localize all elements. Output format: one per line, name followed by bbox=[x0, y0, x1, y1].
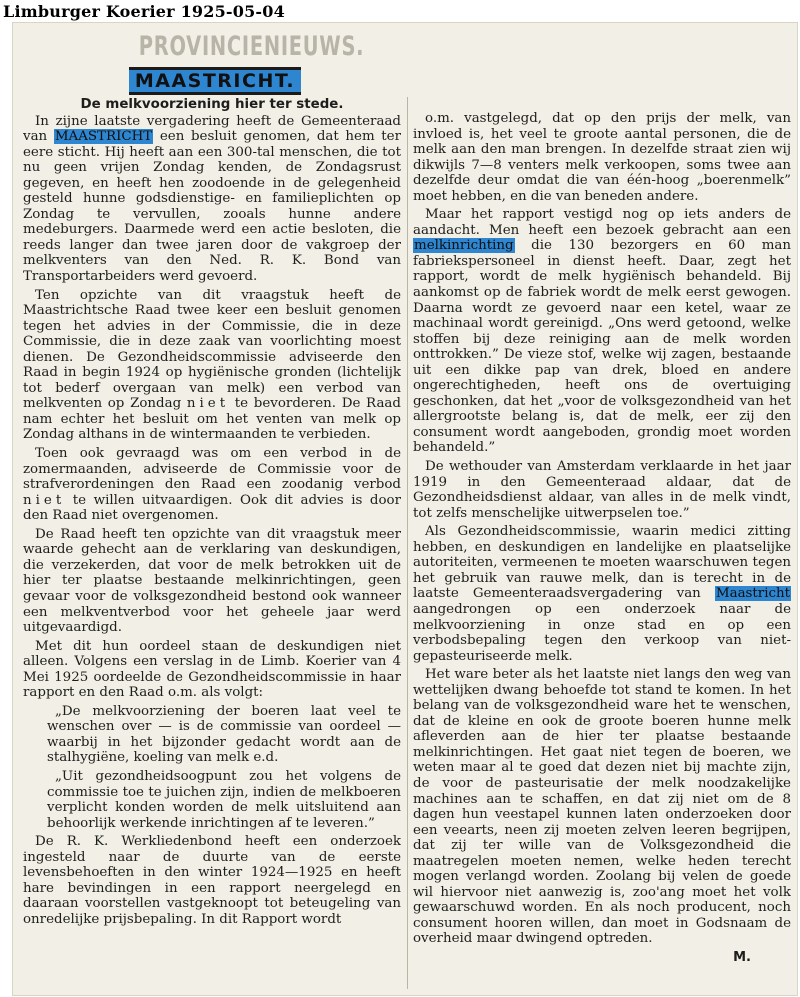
column-divider bbox=[407, 97, 408, 989]
paragraph bbox=[23, 446, 401, 524]
text: Maar het rapport vestigd nog op iets anders de aandacht. Men heeft een bezoek gebracht aan een bbox=[413, 207, 791, 238]
text: Ten opzichte van dit vraagstuk heeft de Maastrichtsche Raad twee keer een besluit genomen tegen het advies in der Commissie, die in deze Commissie, die in deze zaak van voorlichting moest dienen. De Gezondheidscommissie adviseerde den Raad in begin 1924 op hygiënische gronden (lichtelijk tot bederf overgaan van melk) een verbod van melkventen op Zondag bbox=[23, 287, 401, 412]
city-heading bbox=[129, 67, 301, 95]
column-left bbox=[23, 97, 401, 989]
spaced-word: niet bbox=[23, 492, 66, 508]
text: te willen uitvaardigen. Ook dit advies is door den Raad niet overgenomen. bbox=[23, 492, 401, 524]
highlighted-term: Maastricht bbox=[715, 586, 790, 602]
text: Toen ook gevraagd was om een verbod in de zomermaanden, adviseerde de Commissie voor de strafverordeningen den Raad een zoodanig verbod bbox=[23, 446, 401, 493]
text: Als Gezondheidscommissie, waarin medici zitting hebben, en deskundigen en landelijke en plaatselijke autoriteiten, vermeenen te moeten waarschuwen tegen het gebruik van rauwe melk, dan is terecht in de laatste Gemeenteraadsvergadering van bbox=[413, 524, 791, 602]
source-caption: Limburger Koerier 1925-05-04 bbox=[3, 2, 285, 21]
paragraph: Met dit hun oordeel staan de deskundigen niet alleen. Volgens een verslag in de Limb. Koerier van 4 Mei 1925 oordeelde de Gezondheidscommissie in haar rapport en den Raad o.m. als volgt: bbox=[23, 638, 401, 701]
paragraph bbox=[413, 524, 791, 664]
quote: „De melkvoorziening der boeren laat veel te wenschen over — is de commissie van oordeel — waarbij in het bijzonder gedacht wordt aan de stalhygiëne, koeling van melk e.d. bbox=[47, 703, 401, 766]
paragraph: o.m. vastgelegd, dat op den prijs der melk, van invloed is, het veel te groote aantal personen, die de melk aan den man brengen. In dezelfde straat zien wij dikwijls 7—8 venters melk verkoopen, soms twee aan dezelfde deur omdat die van één-hoog „boerenmelk” moet hebben, en die van beneden andere. bbox=[413, 111, 791, 204]
paragraph: De wethouder van Amsterdam verklaarde in het jaar 1919 in den Gemeenteraad aldaar, dat de Gezondheidsdienst aldaar, van alles in de melk vindt, tot zelfs menschelijke uitwerpselen toe.” bbox=[413, 459, 791, 521]
paragraph: De Raad heeft ten opzichte van dit vraagstuk meer waarde gehecht aan de verklaring van deskundigen, die verzekerden, dat voor de melk betrokken uit de hier ter plaatse bestaande melkinrichtingen, geen gevaar voor de volksgezondheid bestond ook wanneer een melkventverbod voor het geheele jaar werd uitgevaardigd. bbox=[23, 526, 401, 636]
text: te bevorderen. De Raad nam echter het besluit om het venten van melk op Zondag althans in de wintermaanden te verbieden. bbox=[23, 396, 401, 443]
quote: „Uit gezondheidsoogpunt zou het volgens de commissie toe te juichen zijn, indien de melkboeren verplicht konden worden de melk uitsluitend aan behoorlijk werkende inrichtingen af te leveren.” bbox=[47, 768, 401, 831]
text: In zijne laatste vergadering heeft de Gemeenteraad van bbox=[23, 113, 401, 145]
paragraph bbox=[23, 114, 401, 285]
newspaper-clipping bbox=[12, 22, 798, 996]
text: aangedrongen op een onderzoek naar de melkvoorziening in onze stad en op een verbodsbepaling tegen den verkoop van niet-gepasteuriseerde melk. bbox=[413, 601, 791, 664]
paragraph bbox=[23, 288, 401, 443]
column-right bbox=[413, 111, 791, 989]
city-heading-text: MAASTRICHT. bbox=[134, 70, 296, 92]
section-header: PROVINCIENIEUWS. bbox=[138, 31, 365, 62]
paragraph bbox=[413, 207, 791, 456]
text: die 130 bezorgers en 60 man fabriekspersoneel in dienst heeft. Daar, zegt het rapport, wordt de melk hygiënisch behandeld. Bij aankomst op de fabriek wordt de melk eerst gewogen. Daarna wordt ze gevoerd naar een ketel, waar ze machinaal wordt gereinigd. „Ons werd getoond, welke stoffen bij deze reiniging aan de melk worden onttrokken.” De vieze stof, welke wij zagen, bestaande uit een dikke pap van drek, bloed en andere ongerechtigheden, heeft ons de overtuiging geschonken, dat het „voor de volksgezondheid van het allergrootste belang is, dat de melk, eer zij den consument wordt aangeboden, grondig moet worden behandeld.” bbox=[413, 238, 791, 456]
highlighted-term: melkinrichting bbox=[414, 238, 514, 254]
paragraph: Het ware beter als het laatste niet langs den weg van wettelijken dwang behoefde tot stand te komen. In het belang van de volksgezondheid ware het te wenschen, dat de kleine en ook de groote boeren hunne melk afleverden aan de hier ter plaatse bestaande melkinrichtingen. Het gaat niet tegen de boeren, we weten maar al te goed dat dezen niet bij machte zijn, de voor de pasteurisatie der melk noodzakelijke machines aan te schaffen, en dat zij niet om de 8 dagen hun veestapel kunnen laten onderzoeken door een veearts, neen zij moeten zelven leeren begrijpen, dat zij ter wille van de Volksgezondheid die maatregelen moeten nemen, welke heden terecht mogen verlangd worden. Zoolang bij velen de goede wil hiervoor niet aanwezig is, zoo'ang moet het volk gewaarschuwd worden. En als noch producent, noch consument hooren willen, dan moet in Godsnaam de overheid maar dwingend optreden. bbox=[413, 667, 791, 947]
spaced-word: niet bbox=[186, 396, 230, 412]
signature: M. bbox=[733, 949, 751, 965]
highlighted-term: MAASTRICHT bbox=[54, 129, 153, 145]
article-title: De melkvoorziening hier ter stede. bbox=[80, 97, 344, 112]
paragraph: De R. K. Werkliedenbond heeft een onderzoek ingesteld naar de duurte van de eerste levensbehoeften in den winter 1924—1925 en heeft hare bevindingen in een rapport neergelegd en daaraan voorstellen vastgeknoopt tot beteugeling van onredelijke prijsbepaling. In dit Rapport wordt bbox=[23, 834, 401, 927]
text: een besluit genomen, dat hem ter eere sticht. Hij heeft aan een 300-tal menschen, die tot nu geen vrijen Zondag kenden, de Zondagsrust gegeven, en heeft hen zoodoende in de gelegenheid gesteld hunne godsdienstige- en familieplichten op Zondag te vervullen, zooals hunne andere medeburgers. Daarmede werd een actie besloten, die reeds langer dan twee jaren door de vakgroep der melkventers van den Ned. R. K. Bond van Transportarbeiders werd gevoerd. bbox=[23, 129, 401, 285]
